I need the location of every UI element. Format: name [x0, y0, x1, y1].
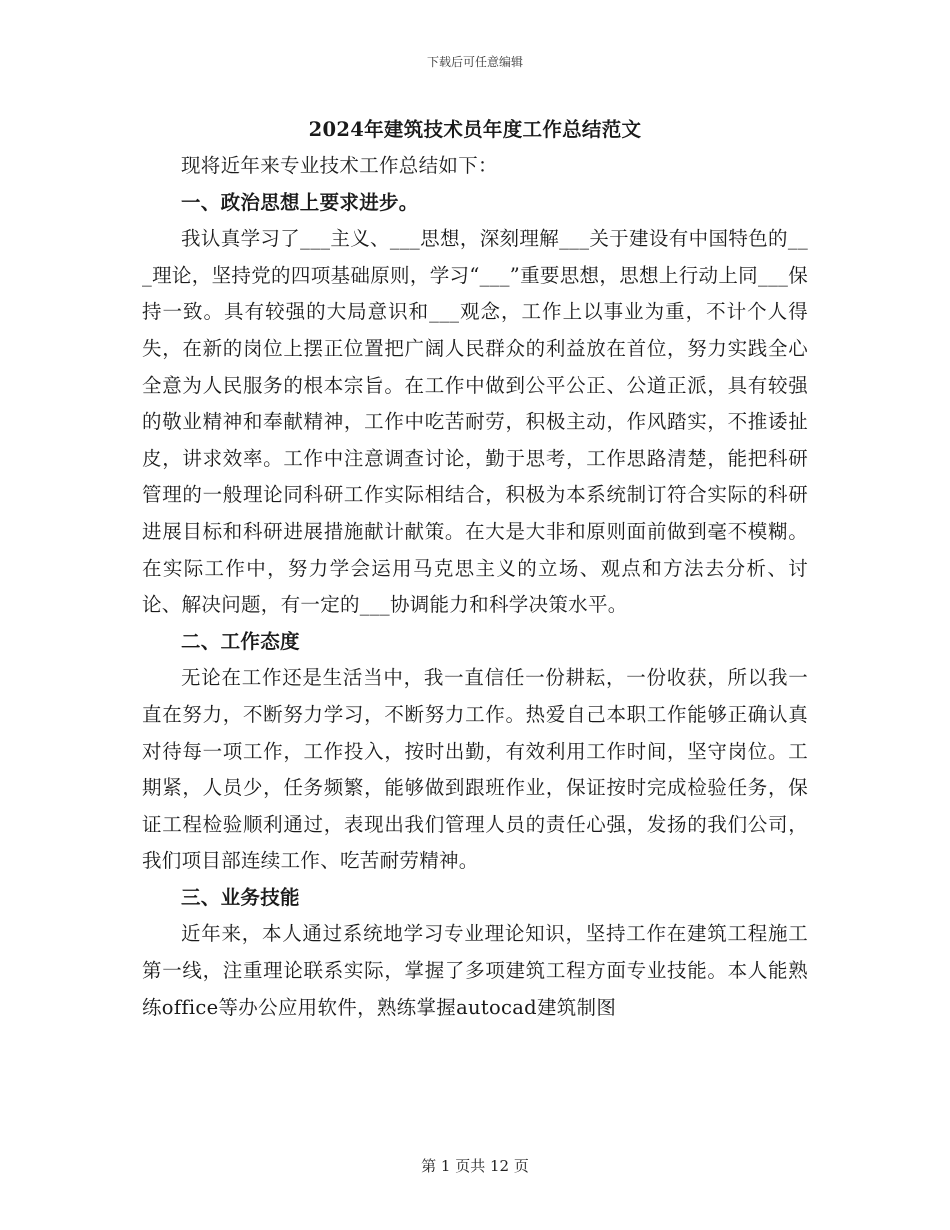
page-number: 第 1 页共 12 页 [421, 1157, 529, 1175]
intro-paragraph: 现将近年来专业技术工作总结如下： [181, 154, 498, 177]
section-heading-politics: 一、政治思想上要求进步。 [181, 190, 419, 214]
header-note: 下载后可任意编辑 [426, 55, 523, 69]
section-heading-skills: 三、业务技能 [181, 885, 300, 909]
document-title: 2024年建筑技术员年度工作总结范文 [308, 118, 642, 141]
section-body-attitude: 无论在工作还是生活当中，我一直信任一份耕耘，一份收获，所以我一直在努力，不断努力学习，不断努力工作。热爱自己本职工作能够正确认真对待每一项工作，工作投入，按时出勤，有效利用工作时间，坚守岗位。工期紧，人员少，任务频繁，能够做到跟班作业，保证按时完成检验任务，保证工程检验顺利通过，表现出我们管理人员的责任心强，发扬的我们公司，我们项目部连续工作、吃苦耐劳精神。 [142, 666, 808, 873]
section-body-politics: 我认真学习了___主义、___思想，深刻理解___关于建设有中国特色的___理论，坚持党的四项基础原则，学习“___”重要思想，思想上行动上同___保持一致。具有较强的大局意识和___观念，工作上以事业为重，不计个人得失，在新的岗位上摆正位置把广阔人民群众的利益放在首位，努力实践全心全意为人民服务的根本宗旨。在工作中做到公平公正、公道正派，具有较强的敬业精神和奉献精神，工作中吃苦耐劳，积极主动，作风踏实，不推诿扯皮，讲求效率。工作中注意调查讨论，勤于思考，工作思路清楚，能把科研管理的一般理论同科研工作实际相结合，积极为本系统制订符合实际的科研进展目标和科研进展措施献计献策。在大是大非和原则面前做到毫不模糊。在实际工作中，努力学会运用马克思主义的立场、观点和方法去分析、讨论、解决问题，有一定的___协调能力和科学决策水平。 [142, 227, 808, 617]
document-content [142, 112, 808, 1026]
section-body-skills: 近年来，本人通过系统地学习专业理论知识，坚持工作在建筑工程施工第一线，注重理论联系实际，掌握了多项建筑工程方面专业技能。本人能熟练office等办公应用软件，熟练掌握autocad建筑制图 [142, 922, 808, 1019]
section-heading-attitude: 二、工作态度 [181, 629, 300, 653]
